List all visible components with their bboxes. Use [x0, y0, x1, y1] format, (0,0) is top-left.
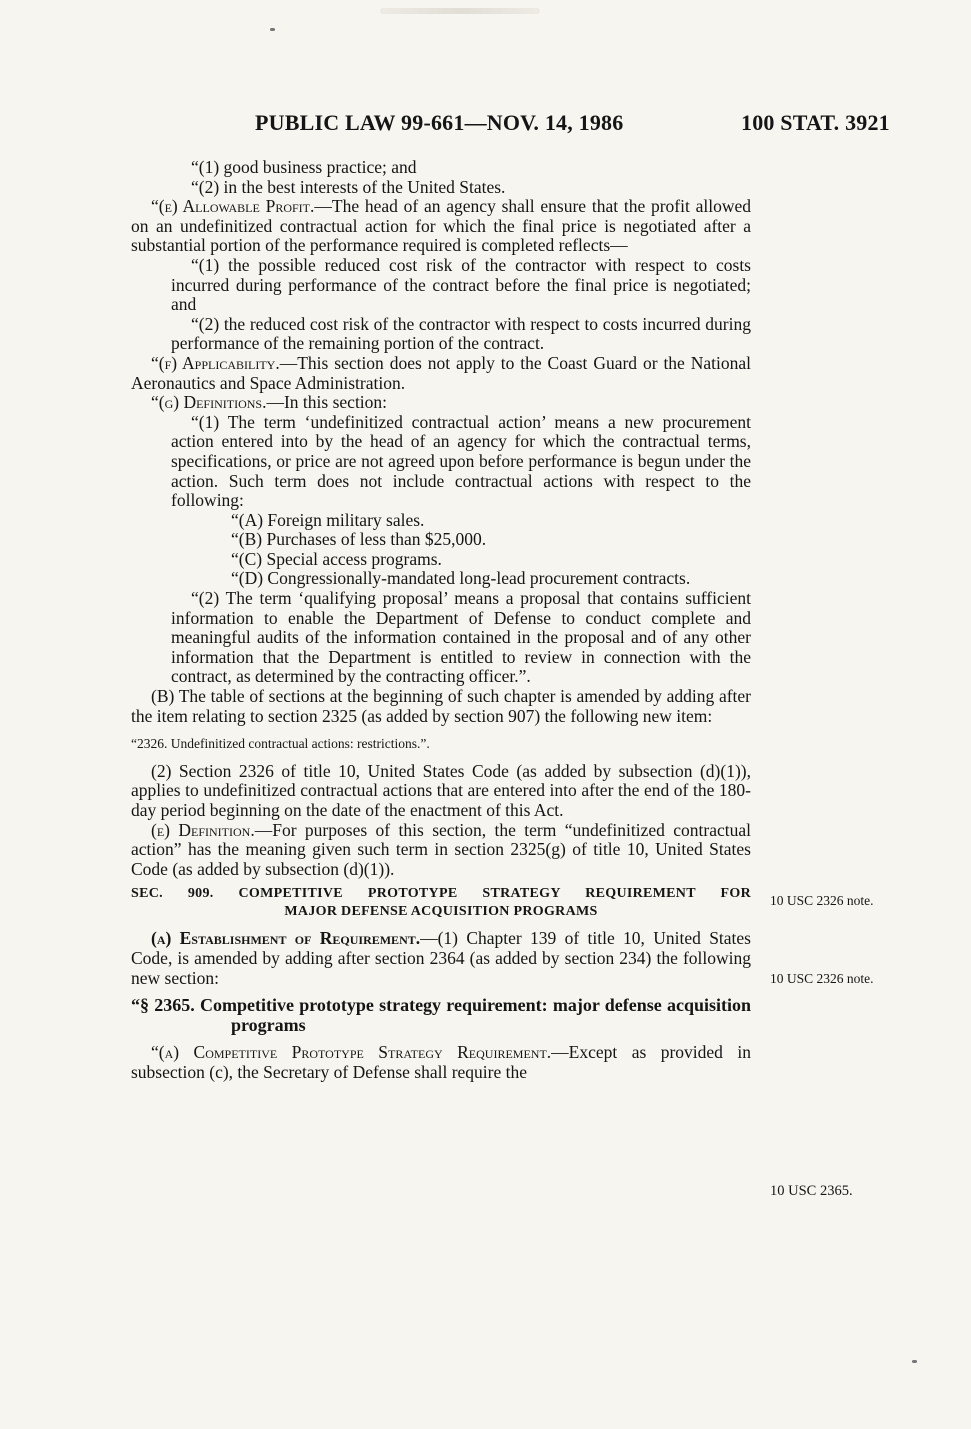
subsection-ca-text: —Except as provided in subsection (c), the Secretary of Defense shall require the	[131, 1042, 751, 1082]
definition-heading: (e) Definition.	[151, 819, 255, 840]
subsection-f-heading: “(f) Applicability.	[151, 352, 280, 373]
paragraph-B: (B) The table of sections at the beginning of such chapter is amended by adding after the item relating to section 2325 (as added by section 907) the following new item:	[131, 686, 751, 726]
subsection-g	[131, 393, 751, 413]
paragraph-section-2326: (2) Section 2326 of title 10, United States Code (as added by subsection (d)(1)), applies to undefinitized contractual actions that are entered into after the end of the 180-day period beginning on the date of the enactment of this Act.	[131, 760, 751, 820]
header-stat-page: 100 STAT. 3921	[741, 110, 890, 135]
subsection-ca	[131, 1043, 751, 1082]
subsection-e-text: —The head of an agency shall ensure that the profit allowed on an undefinitized contractual action for which the final price is negotiated after a substantial portion of the performance required is completed reflects—	[131, 196, 752, 256]
section-909-heading-line2: MAJOR DEFENSE ACQUISITION PROGRAMS	[284, 904, 598, 920]
paragraph-e1: “(1) the possible reduced cost risk of the contractor with respect to costs incurred during performance of the contract before the final price is negotiated; and	[171, 254, 751, 315]
paragraph-g1: “(1) The term ‘undefinitized contractual action’ means a new procurement action entered into by the head of an agency for which the contractual terms, specifications, or price are not agreed upon before performance is begun under the action. Such term does not include contractual actions with respect to the following:	[171, 411, 751, 511]
paragraph-e2: “(2) the reduced cost risk of the contractor with respect to costs incurred during performance of the remaining portion of the contract.	[171, 313, 751, 354]
definition-text: —For purposes of this section, the term “undefinitized contractual action” has the meaning given such term in section 2325(g) of title 10, United States Code (as added by subsection (d)(1)).	[131, 819, 751, 879]
margin-note-2365: 10 USC 2365.	[770, 1183, 853, 1199]
paragraph-d1: “(1) good business practice; and	[191, 157, 417, 177]
margin-note-2326-b: 10 USC 2326 note.	[770, 971, 874, 986]
header-public-law: PUBLIC LAW 99-661—NOV. 14, 1986	[255, 110, 624, 135]
item-gB: “(B) Purchases of less than $25,000.	[231, 529, 487, 550]
subsection-e-heading: “(e) Allowable Profit.	[151, 196, 315, 217]
section-909-heading	[131, 885, 751, 921]
subsection-a-text: —(1) Chapter 139 of title 10, United States Code, is amended by adding after section 2364 (as added by section 234) the following new section:	[131, 928, 751, 988]
paragraph-d2: “(2) in the best interests of the United States.	[191, 176, 506, 197]
section-909-heading-line1: SEC. 909. COMPETITIVE PROTOTYPE STRATEGY REQUIREMENT FOR	[131, 886, 751, 902]
item-gA: “(A) Foreign military sales.	[231, 509, 425, 530]
scan-mark	[912, 1360, 917, 1363]
subsection-a	[131, 929, 751, 988]
item-gC: “(C) Special access programs.	[231, 548, 442, 569]
item-gD: “(D) Congressionally-mandated long-lead procurement contracts.	[231, 568, 691, 589]
subsection-a-heading: (a) Establishment of Requirement.	[151, 928, 421, 949]
subsection-g-heading: “(g) Definitions.	[151, 392, 267, 413]
paragraph-g2: “(2) The term ‘qualifying proposal’ means a proposal that contains sufficient information to enable the Department of Defense to conduct complete and meaningful audits of the information contained in the proposal and of any other information that the Department is entitled to review in connection with the contract, as determined by the contracting officer.”.	[171, 588, 751, 687]
scan-mark	[270, 28, 275, 31]
subsection-e	[131, 197, 751, 256]
table-item-2326: “2326. Undefinitized contractual actions: restrictions.”.	[131, 736, 430, 752]
subsection-g-text: —In this section:	[266, 392, 388, 413]
subsection-f-text: —This section does not apply to the Coast Guard or the National Aeronautics and Space Administration.	[131, 352, 751, 393]
scan-artifact	[380, 8, 540, 14]
subsection-ca-heading: “(a) Competitive Prototype Strategy Requirement.	[151, 1042, 552, 1063]
section-2365-heading: “§ 2365. Competitive prototype strategy requirement: major defense acquisition programs	[131, 995, 751, 1035]
subsection-e-definition	[131, 821, 751, 880]
subsection-f	[131, 354, 751, 393]
body-text	[131, 158, 751, 1083]
margin-note-2326-a: 10 USC 2326 note.	[770, 893, 874, 908]
